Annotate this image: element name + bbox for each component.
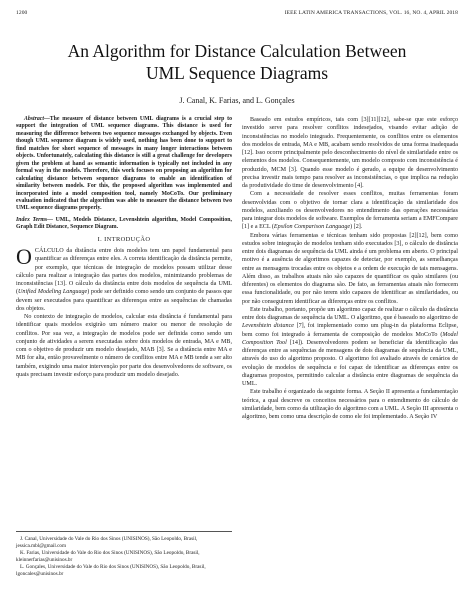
index-terms-label: Index Terms bbox=[16, 216, 48, 223]
intro-p1-italic: Unified Modeling Language bbox=[18, 289, 88, 296]
left-column bbox=[16, 116, 232, 379]
right-p2-italic: Epsilon Comparison Language bbox=[273, 224, 351, 231]
index-terms bbox=[16, 217, 232, 232]
running-header bbox=[16, 10, 458, 16]
right-p4-end: [14]). Desenvolvedores podem se beneficiar da identificação das diferenças entre as sequências de mensagens de dois diagramas de sequência da UML, através do uso do algoritmo proposto. O algoritmo foi avaliado através de cenários de evolução de modelos de sequência e foi capaz de identificar as diferenças entre os diagramas propostos, permitindo calcular a distância entre diagramas de sequência da UML. bbox=[242, 339, 459, 387]
right-p4-italic-2: Model Composition Tool bbox=[242, 331, 458, 346]
index-terms-text: — UML, Models Distance, Levenshtein algorithm, Model Composition, Graph Edit Distance, Sequence Diagram. bbox=[16, 216, 232, 231]
intro-paragraph-2: No contexto de integração de modelos, calcular esta distância é fundamental para identificar quais modelos exigirão um número maior ou menor de resolução de conflitos. Por sua vez, a integração de modelos pode ser definida como sendo um conjunto de atividades a serem executadas sobre dois modelos de entrada, MA e MB, com o objetivo de produzir um modelo desejado, MAB [3]. Se a distância entre MA e MB for alta, então provavelmente o número de conflitos entre MA e MB tende a ser alto também, exigindo uma maior intervenção por parte dos desenvolvedores de software, os quais precisam investir esforço para produzir um modelo desejado. bbox=[16, 314, 232, 378]
intro-p1-text: CÁLCULO da distância entre dois modelos tem um papel fundamental para quantificar as diferenças entre eles. A correta identificação da distância permite, por exemplo, que técnicas de integração de modelos possam utilizar desse cálculo para realizar a integração das partes dos modelos, minimizando problemas de inconsistências [13]. O cálculo da distância entre dois modelos de sequência da UML ( bbox=[16, 248, 232, 296]
journal-name: IEEE LATIN AMERICA TRANSACTIONS, VOL. 16, NO. 4, APRIL 2018 bbox=[284, 10, 458, 16]
abstract-text: —The measure of distance between UML diagrams is a crucial step to support the integration of UML sequence diagrams. This distance is used for measuring the difference between two sequence messages exchanged by objects. Even though UML sequence diagram is widely used, nothing has been done to support to find matches for short sequence of messages in many longer interactions between objects. Unfortunately, calculating this distance is still a great challenge for developers given the problem at hand as semantic information is typically not included in any formal way in the models. Therefore, this work focuses on proposing an algorithm for calculating distance between sequence diagrams to enable an identification of similarity between models. For this, the proposed algorithm was implemented and incorporated into a model composition tool, namely MoCoTo. Our preliminary evaluation indicated that the algorithm was able to measure the distance between two UML sequence diagrams properly. bbox=[16, 116, 232, 212]
right-column bbox=[242, 116, 458, 421]
footnote-2: K. Farias, Universidade do Vale do Rio dos Sinos (UNISINOS), São Leopoldo, Brasil, kleinnerfarias@unisinos.br bbox=[16, 550, 200, 563]
right-p4-text: Este trabalho, portanto, propõe um algoritmo capaz de realizar o cálculo da distância entre dois diagramas de sequência da UML. O algoritmo, que é baseado no algoritmo de bbox=[242, 306, 458, 321]
right-p2-end: ) [2]. bbox=[350, 224, 363, 231]
right-p4-mid: [7], foi implementado como um plug-in da plataforma Eclipse, bem como foi integrado à ferramenta de composição de modelos MoCoTo ( bbox=[242, 323, 458, 338]
right-paragraph-2 bbox=[242, 190, 458, 231]
abstract-label: Abstract bbox=[24, 116, 44, 122]
right-paragraph-4 bbox=[242, 306, 458, 389]
intro-p1-end: ) pode ser definido como sendo um conjunto de passos que devem ser executados para quantificar as diferenças entre as sequências de chamadas dos objetos. bbox=[16, 289, 232, 312]
author-footnotes bbox=[16, 531, 232, 579]
footnote-1: J. Canal, Universidade do Vale do Rio dos Sinos (UNISINOS), São Leopoldo, Brasil, jessica.mbl@gmail.com bbox=[16, 536, 198, 549]
drop-cap: O bbox=[16, 244, 32, 270]
title-line-1: An Algorithm for Distance Calculation Between bbox=[67, 41, 407, 61]
right-paragraph-5: Este trabalho é organizado da seguinte forma. A Seção II apresenta a fundamentação teórica, a qual descreve os conceitos necessários para o entendimento do cálculo de similaridade, bem como da utilização do algoritmo com a UML. A Seção III apresenta o algoritmo, bem como uma descrição de como ele foi implementado. A Seção IV bbox=[242, 389, 458, 420]
right-paragraph-3: Embora várias ferramentas e técnicas tenham sido propostas [2][12], bem como estudos sobre integração de modelos tenham sido executados [3], o cálculo de distância entre dois diagramas de sequência da UML ainda é um problema em aberto. O principal motivo é a ausência de algoritmos capazes de detectar, por exemplo, as semelhanças entre as mensagens trocadas entre os objetos e a ordem de execução de tais mensagens. Além disso, as trabalhos atuais não são capazes de quantificar os quão similares (ou diferentes) os elementos do diagrama são. De fato, as ferramentas atuais não fornecem essa funcionalidade, ou por não terem sido capazes de identificar as similaridades, ou por não conseguirem identificar as diferenças entre os conflitos. bbox=[242, 232, 458, 305]
author-list: J. Canal, K. Farias, and L. Gonçales bbox=[179, 96, 295, 105]
paper-title bbox=[0, 40, 474, 84]
title-line-2: UML Sequence Diagrams bbox=[145, 63, 329, 83]
footnote-3: L. Gonçales, Universidade do Vale do Rio dos Sinos (UNISINOS), São Leopoldo, Brasil, lgoncales@unisinos.br bbox=[16, 564, 206, 577]
page-number: 1200 bbox=[16, 10, 28, 16]
abstract bbox=[16, 116, 232, 213]
intro-paragraph-1 bbox=[16, 244, 232, 313]
section-heading-introduction: I. INTRODUÇÃO bbox=[97, 235, 151, 243]
right-paragraph-1: Baseado em estudos empíricos, tais com [3][11][12], sabe-se que este esforço investido serve para resolver conflitos indesejados, visando evitar adição de inconsistências no modelo integrado. Frequentemente, os conflitos entre os elementos dos modelos de entrada, MA e MB, acabam sendo resolvidos de uma forma inadequada [12]. Isso ocorre principalmente pelo desconhecimento do nível de similaridade entre os elementos dos modelos. Consequentemente, um modelo composto com inconsistência é produzido, MCM [3]. Quando esse modelo é gerado, a equipe de desenvolvimento precisa investir mais tempo para resolver as inconsistências, o que implica na redução da produtividade do time de desenvolvimento [4]. bbox=[242, 117, 458, 189]
right-p4-italic: Levenshtein distance bbox=[242, 323, 294, 330]
right-p2-text: Com a necessidade de resolver esses conflitos, muitas ferramentas foram desenvolvidas com o objetivo de tornar clara a identificação da similaridade dos modelos, auxiliando os desenvolvedores no entendimento das operações necessárias para integrar dois modelos de software. Exemplos de ferramenta seriam a EMFCompare [1] e a ECL ( bbox=[242, 191, 458, 231]
